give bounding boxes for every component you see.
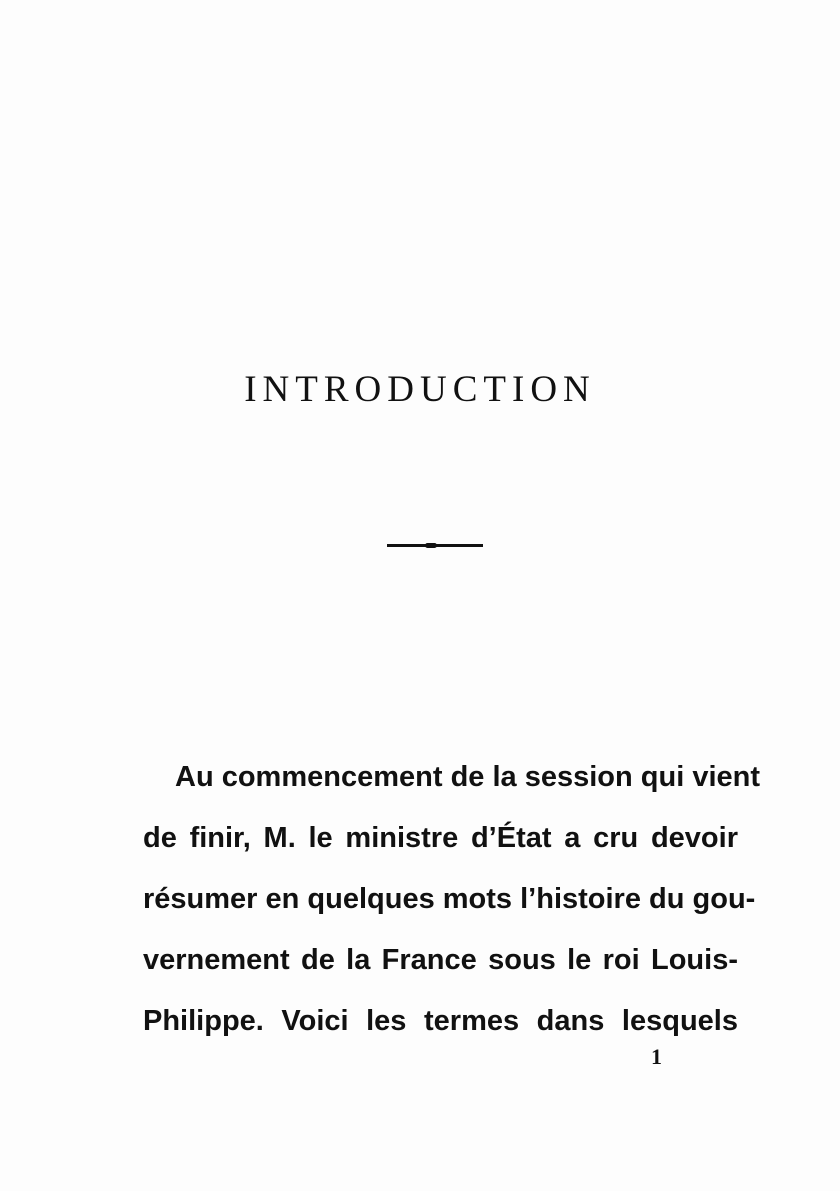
title-rule-ornament xyxy=(425,543,437,548)
body-line: de finir, M. le ministre d’État a cru devoir xyxy=(143,822,738,854)
body-line: résumer en quelques mots l’histoire du gou- xyxy=(143,883,756,915)
page-number: 1 xyxy=(651,1044,662,1069)
body-line: Au commencement de la session qui vient xyxy=(175,761,760,793)
chapter-title: INTRODUCTION xyxy=(244,369,596,410)
body-line: Philippe. Voici les termes dans lesquels xyxy=(143,1005,738,1037)
body-line: vernement de la France sous le roi Louis- xyxy=(143,944,738,976)
